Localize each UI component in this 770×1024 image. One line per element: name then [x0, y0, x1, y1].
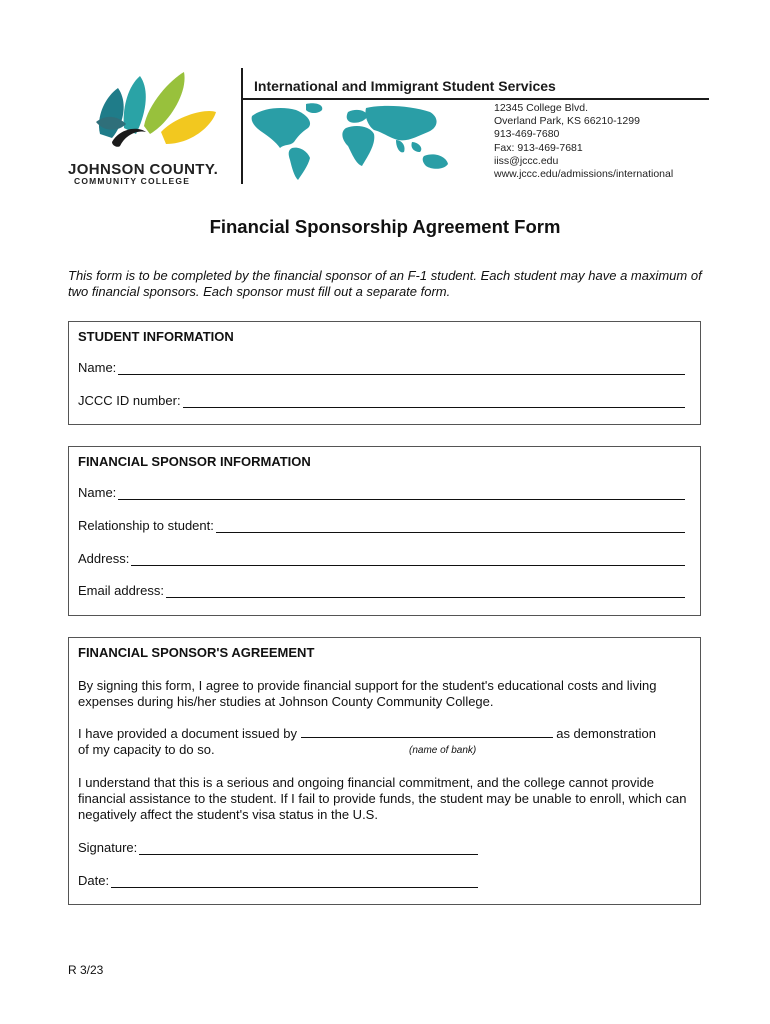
date-field[interactable]	[78, 873, 478, 888]
form-instructions: This form is to be completed by the financial sponsor of an F-1 student. Each student may have a maximum of two financial sponsors. Each sponsor must fill out a separate form.	[68, 268, 702, 299]
section-heading: STUDENT INFORMATION	[78, 329, 234, 344]
signature-field[interactable]	[78, 840, 478, 855]
field-label: Name:	[78, 360, 117, 375]
email-field[interactable]	[78, 583, 685, 598]
leaf-logo-icon	[66, 68, 238, 164]
contact-email: iiss@jccc.edu	[494, 154, 559, 167]
student-name-input[interactable]	[118, 363, 685, 375]
student-name-field[interactable]	[78, 360, 685, 375]
date-input[interactable]	[111, 876, 478, 888]
college-logo	[66, 68, 238, 184]
college-name: JOHNSON COUNTY.	[68, 161, 219, 178]
bank-document-statement	[78, 726, 688, 758]
address-input[interactable]	[131, 554, 685, 566]
agreement-paragraph: By signing this form, I agree to provide financial support for the student's educational costs and living expenses during his/her studies at Johnson County Community College.	[78, 678, 657, 709]
contact-city: Overland Park, KS 66210-1299	[494, 115, 640, 128]
sponsor-agreement-section	[68, 637, 701, 905]
letterhead	[66, 68, 710, 184]
bank-name-caption: (name of bank)	[409, 745, 477, 756]
field-label: Email address:	[78, 583, 164, 598]
header-divider-horizontal	[243, 98, 709, 100]
contact-website: www.jccc.edu/admissions/international	[494, 168, 674, 181]
bank-statement-suffix: as demonstration	[556, 726, 656, 741]
email-input[interactable]	[166, 586, 685, 598]
bank-statement-prefix: I have provided a document issued by	[78, 726, 297, 741]
bank-statement-line2: of my capacity to do so.	[78, 742, 215, 757]
world-map-icon	[248, 102, 484, 182]
contact-phone: 913-469-7680	[494, 128, 560, 141]
field-label: JCCC ID number:	[78, 393, 181, 408]
field-label: Address:	[78, 551, 130, 566]
form-title: Financial Sponsorship Agreement Form	[209, 216, 561, 237]
section-heading: FINANCIAL SPONSOR'S AGREEMENT	[78, 645, 315, 660]
student-information-section	[68, 321, 701, 425]
revision-date: R 3/23	[68, 963, 104, 977]
field-label: Relationship to student:	[78, 518, 214, 533]
field-label: Date:	[78, 873, 110, 888]
contact-fax: Fax: 913-469-7681	[494, 141, 583, 154]
header-divider-vertical	[241, 68, 243, 184]
student-id-input[interactable]	[183, 396, 685, 408]
field-label: Name:	[78, 485, 117, 500]
college-subtitle: COMMUNITY COLLEGE	[74, 176, 191, 186]
sponsor-name-field[interactable]	[78, 485, 685, 500]
sponsor-name-input[interactable]	[118, 488, 685, 500]
student-id-field[interactable]	[78, 393, 685, 408]
relationship-input[interactable]	[216, 521, 685, 533]
relationship-field[interactable]	[78, 518, 685, 533]
sponsor-information-section	[68, 446, 701, 616]
contact-info	[494, 102, 673, 181]
department-name: International and Immigrant Student Services	[254, 78, 556, 94]
address-field[interactable]	[78, 551, 685, 566]
bank-name-input[interactable]	[301, 726, 553, 738]
commitment-paragraph: I understand that this is a serious and ongoing financial commitment, and the college cannot provide financial assistance to the student. If I fail to provide funds, the student may be unable to enroll, which can negatively affect the student's visa status in the U.S.	[78, 775, 687, 822]
section-heading: FINANCIAL SPONSOR INFORMATION	[78, 454, 311, 469]
signature-input[interactable]	[139, 843, 478, 855]
contact-address: 12345 College Blvd.	[494, 102, 588, 114]
field-label: Signature:	[78, 840, 138, 855]
